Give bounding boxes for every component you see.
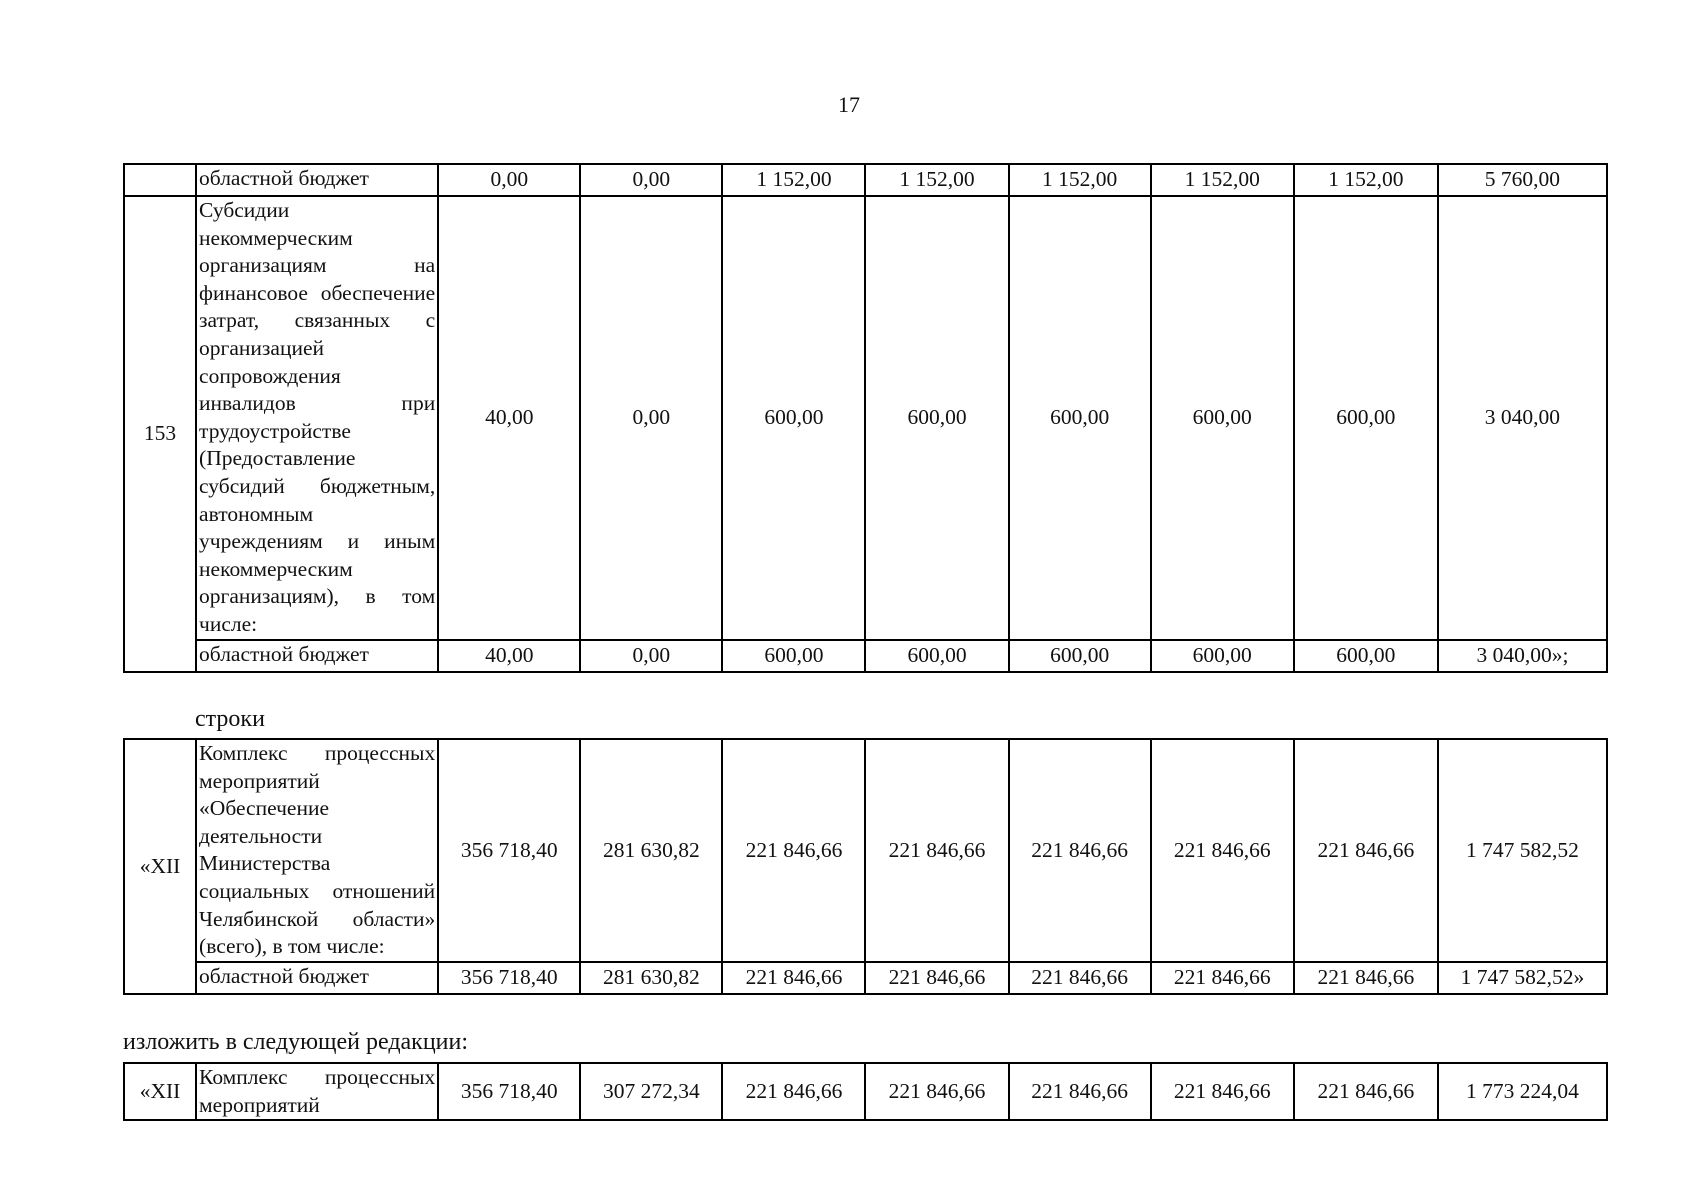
row-index: 153 bbox=[124, 196, 196, 672]
value-cell: 40,00 bbox=[438, 196, 580, 640]
value-cell: 600,00 bbox=[1009, 640, 1151, 672]
row-description: Комплекс процессных мероприятий «Обеспечение деятельности Министерства социальных отношений Челябинской области» (всего), в том числе: bbox=[196, 739, 438, 962]
value-cell: 221 846,66 bbox=[1009, 962, 1151, 994]
value-cell: 307 272,34 bbox=[580, 1063, 722, 1120]
value-cell: 3 040,00»; bbox=[1438, 640, 1607, 672]
value-cell: 221 846,66 bbox=[1151, 962, 1294, 994]
value-cell: 221 846,66 bbox=[1294, 962, 1438, 994]
value-cell: 600,00 bbox=[865, 196, 1008, 640]
value-cell: 600,00 bbox=[1294, 196, 1438, 640]
value-cell: 221 846,66 bbox=[865, 1063, 1008, 1120]
row-description: областной бюджет bbox=[196, 164, 438, 196]
value-cell: 281 630,82 bbox=[580, 739, 722, 962]
value-cell: 3 040,00 bbox=[1438, 196, 1607, 640]
value-cell: 5 760,00 bbox=[1438, 164, 1607, 196]
value-cell: 600,00 bbox=[722, 640, 865, 672]
value-cell: 1 152,00 bbox=[865, 164, 1008, 196]
value-cell: 600,00 bbox=[1294, 640, 1438, 672]
value-cell: 221 846,66 bbox=[1151, 1063, 1294, 1120]
value-cell: 1 773 224,04 bbox=[1438, 1063, 1607, 1120]
value-cell: 600,00 bbox=[1151, 196, 1294, 640]
row-index: «XII bbox=[124, 739, 196, 994]
value-cell: 0,00 bbox=[580, 164, 722, 196]
value-cell: 281 630,82 bbox=[580, 962, 722, 994]
table-row bbox=[124, 1063, 1607, 1120]
value-cell: 600,00 bbox=[1151, 640, 1294, 672]
value-cell: 221 846,66 bbox=[865, 962, 1008, 994]
value-cell: 221 846,66 bbox=[865, 739, 1008, 962]
row-description: Комплекс процессных мероприятий bbox=[196, 1063, 438, 1120]
row-index: «XII bbox=[124, 1063, 196, 1120]
value-cell: 356 718,40 bbox=[438, 1063, 580, 1120]
value-cell: 221 846,66 bbox=[1294, 1063, 1438, 1120]
value-cell: 1 152,00 bbox=[1009, 164, 1151, 196]
value-cell: 221 846,66 bbox=[1151, 739, 1294, 962]
row-description: областной бюджет bbox=[196, 640, 438, 672]
value-cell: 1 152,00 bbox=[1294, 164, 1438, 196]
value-cell: 221 846,66 bbox=[1294, 739, 1438, 962]
value-cell: 600,00 bbox=[722, 196, 865, 640]
row-description: Субсидии некоммерческим организациям на финансовое обеспечение затрат, связанных с организацией сопровождения инвалидов при трудоустройстве (Предоставление субсидий бюджетным, автономным учреждениям и иным некоммерческим организациям), в том числе: bbox=[196, 196, 438, 640]
table-row bbox=[124, 640, 1607, 672]
caption-strings: строки bbox=[195, 706, 265, 732]
value-cell: 221 846,66 bbox=[1009, 1063, 1151, 1120]
value-cell: 221 846,66 bbox=[722, 1063, 865, 1120]
caption-edit: изложить в следующей редакции: bbox=[123, 1029, 469, 1055]
value-cell: 221 846,66 bbox=[1009, 739, 1151, 962]
budget-table-2 bbox=[123, 738, 1608, 995]
value-cell: 600,00 bbox=[1009, 196, 1151, 640]
page-number: 17 bbox=[838, 92, 860, 117]
value-cell: 356 718,40 bbox=[438, 962, 580, 994]
table-row bbox=[124, 164, 1607, 196]
value-cell: 356 718,40 bbox=[438, 739, 580, 962]
value-cell: 221 846,66 bbox=[722, 962, 865, 994]
value-cell: 1 747 582,52» bbox=[1438, 962, 1607, 994]
value-cell: 1 152,00 bbox=[1151, 164, 1294, 196]
value-cell: 40,00 bbox=[438, 640, 580, 672]
value-cell: 221 846,66 bbox=[722, 739, 865, 962]
row-description: областной бюджет bbox=[196, 962, 438, 994]
value-cell: 0,00 bbox=[580, 640, 722, 672]
budget-table-1 bbox=[123, 163, 1608, 673]
budget-table-3 bbox=[123, 1062, 1608, 1121]
value-cell: 600,00 bbox=[865, 640, 1008, 672]
value-cell: 0,00 bbox=[438, 164, 580, 196]
value-cell: 1 152,00 bbox=[722, 164, 865, 196]
table-row bbox=[124, 739, 1607, 962]
table-row bbox=[124, 962, 1607, 994]
table-row bbox=[124, 196, 1607, 640]
value-cell: 1 747 582,52 bbox=[1438, 739, 1607, 962]
row-index bbox=[124, 164, 196, 196]
value-cell: 0,00 bbox=[580, 196, 722, 640]
